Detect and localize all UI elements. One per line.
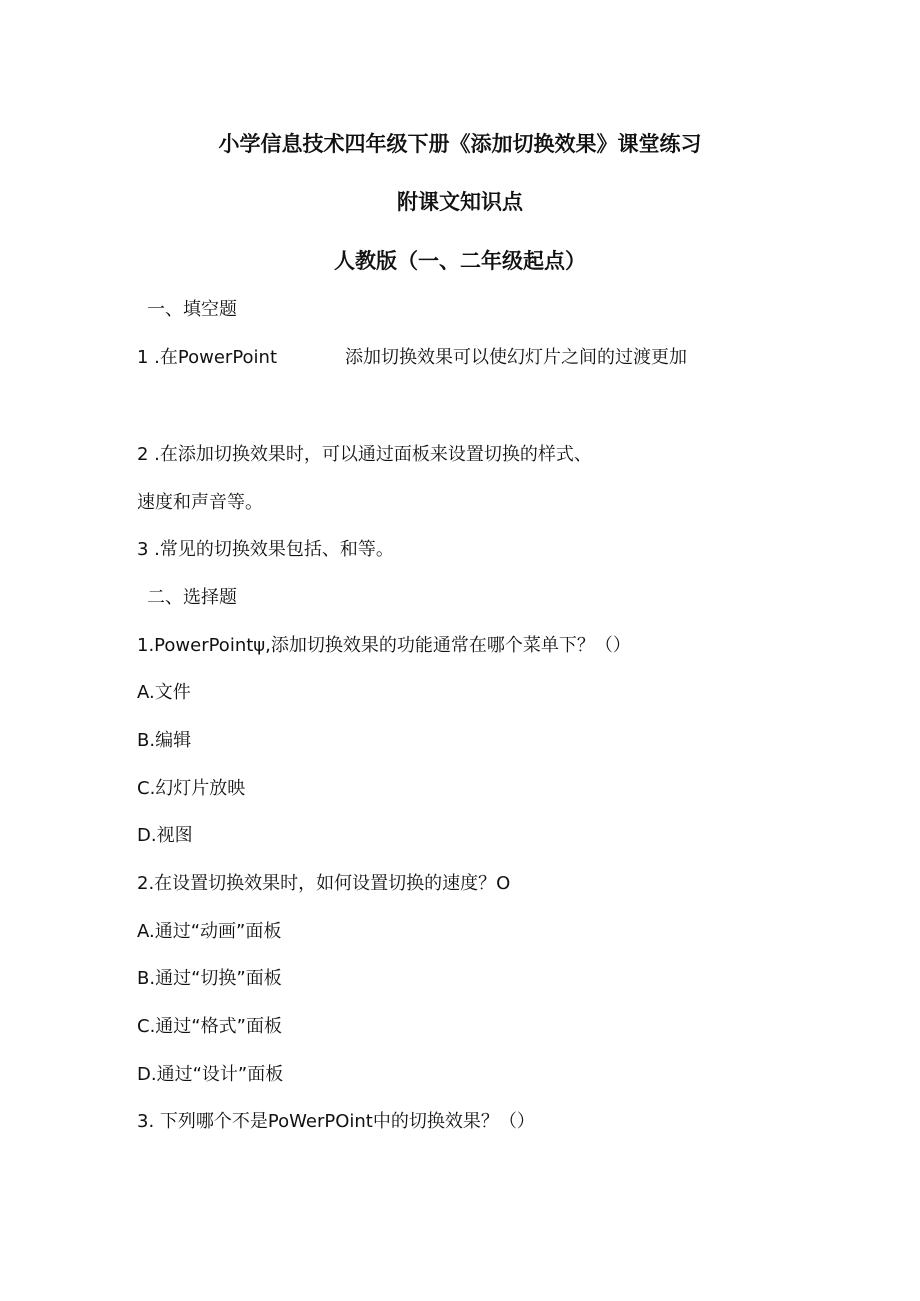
document-edition: 人教版（一、二年级起点） bbox=[334, 249, 586, 273]
choice-question-1-option-d: D.视图 bbox=[137, 825, 193, 846]
section-heading-multiple-choice: 二、选择题 bbox=[147, 587, 237, 608]
fill-question-2-continued: 速度和声音等。 bbox=[137, 492, 263, 513]
choice-question-1: 1.PowerPointψ,添加切换效果的功能通常在哪个菜单下？（） bbox=[137, 635, 631, 656]
fill-question-3: 3 .常见的切换效果包括、和等。 bbox=[137, 539, 394, 560]
fill-question-1-prefix: 1 .在PowerPoint bbox=[137, 347, 278, 368]
choice-question-3: 3. 下列哪个不是PoWerPOint中的切换效果？（） bbox=[137, 1111, 535, 1132]
fill-question-1-rest: 添加切换效果可以使幻灯片之间的过渡更加 bbox=[345, 347, 688, 368]
choice-question-1-option-c: C.幻灯片放映 bbox=[137, 778, 246, 799]
fill-question-1 bbox=[137, 346, 687, 370]
fill-question-2: 2 .在添加切换效果时，可以通过面板来设置切换的样式、 bbox=[137, 444, 592, 465]
document-subtitle: 附课文知识点 bbox=[397, 190, 523, 214]
choice-question-1-option-b: B.编辑 bbox=[137, 730, 192, 751]
choice-question-2-option-c: C.通过“格式”面板 bbox=[137, 1016, 282, 1037]
choice-question-2-option-b: B.通过“切换”面板 bbox=[137, 968, 282, 989]
choice-question-2-option-d: D.通过“设计”面板 bbox=[137, 1064, 284, 1085]
choice-question-2: 2.在设置切换效果时，如何设置切换的速度？O bbox=[137, 873, 511, 894]
document-title: 小学信息技术四年级下册《添加切换效果》课堂练习 bbox=[218, 132, 702, 156]
choice-question-1-option-a: A.文件 bbox=[137, 682, 191, 703]
section-heading-fill-in: 一、填空题 bbox=[147, 299, 237, 320]
choice-question-2-option-a: A.通过“动画”面板 bbox=[137, 921, 282, 942]
